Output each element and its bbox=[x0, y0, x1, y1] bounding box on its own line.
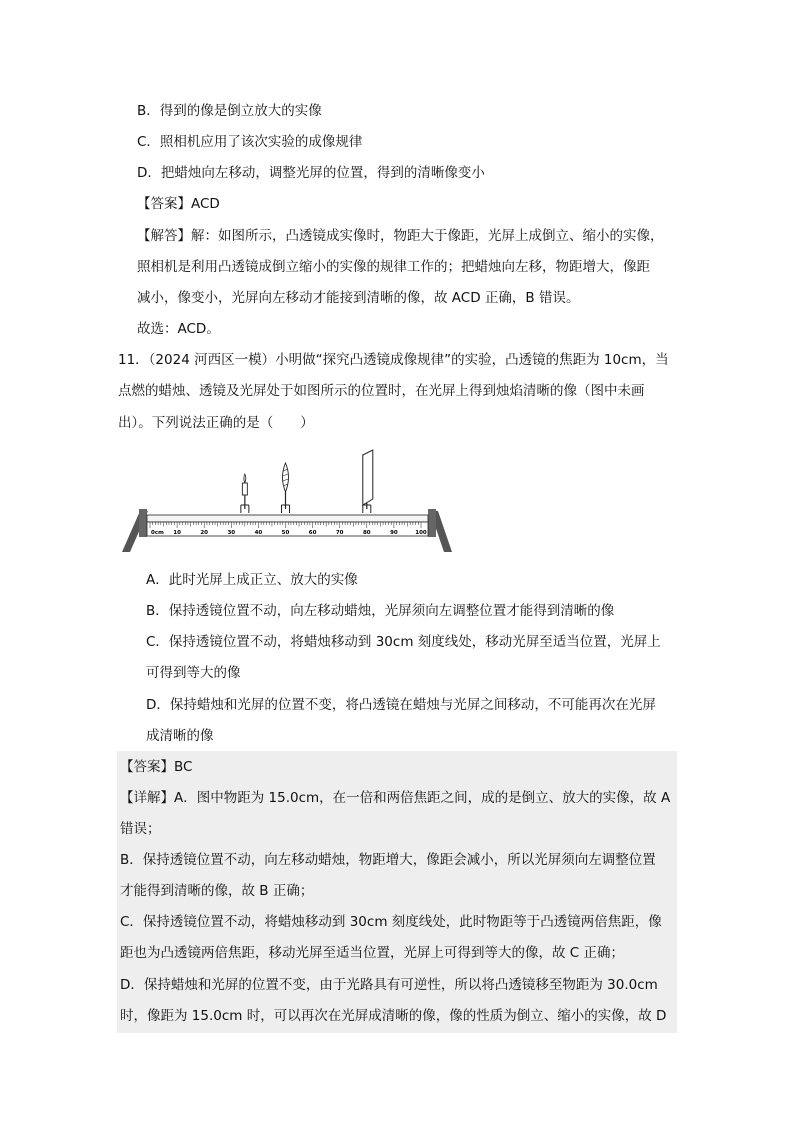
optical-bench-figure bbox=[118, 447, 458, 559]
q11-detail-line-2: 错误； bbox=[120, 821, 161, 837]
candle-body bbox=[242, 483, 247, 495]
q11-option-b: B．保持透镜位置不动，向左移动蜡烛，光屏须向左调整位置才能得到清晰的像 bbox=[146, 603, 615, 619]
q11-detail-line-7: D．保持蜡烛和光屏的位置不变，由于光路具有可逆性，所以将凸透镜移至物距为 30.0cm bbox=[120, 977, 658, 993]
q10-choice: 故选：ACD。 bbox=[137, 321, 220, 337]
q10-option-b: B．得到的像是倒立放大的实像 bbox=[137, 103, 322, 119]
candle-flame bbox=[244, 474, 246, 483]
scale-label: 40 bbox=[254, 530, 263, 536]
q11-option-d-line-2: 成清晰的像 bbox=[146, 728, 214, 744]
q11-detail-line-1: 【详解】A．图中物距为 15.0cm，在一倍和两倍焦距之间，成的是倒立、放大的实像，故 A bbox=[120, 790, 671, 806]
light-screen bbox=[363, 450, 373, 513]
right-end-block bbox=[428, 509, 436, 537]
q10-analysis-line-3: 减小，像变小，光屏向左移动才能接到清晰的像，故 ACD 正确，B 错误。 bbox=[137, 290, 580, 306]
q11-detail-line-3: B．保持透镜位置不动，向左移动蜡烛，物距增大，像距会减小，所以光屏须向左调整位置 bbox=[120, 852, 656, 868]
q10-analysis-line-1: 【解答】解：如图所示，凸透镜成实像时，物距大于像距，光屏上成倒立、缩小的实像， bbox=[137, 228, 664, 244]
q11-detail-line-6: 距也为凸透镜两倍焦距，移动光屏至适当位置，光屏上可得到等大的像，故 C 正确； bbox=[120, 945, 625, 961]
left-end-block bbox=[139, 509, 147, 537]
q10-analysis-line-2: 照相机是利用凸透镜成倒立缩小的实像的规律工作的；把蜡烛向左移，物距增大，像距 bbox=[137, 259, 650, 275]
scale-label: 80 bbox=[362, 530, 371, 536]
q11-stem-line-3: 出）。下列说法正确的是（ ） bbox=[118, 415, 314, 431]
q11-option-c-line-1: C．保持透镜位置不动，将蜡烛移动到 30cm 刻度线处，移动光屏至适当位置，光屏上 bbox=[146, 634, 661, 650]
q10-option-c: C．照相机应用了该次实验的成像规律 bbox=[137, 134, 363, 150]
q10-option-d: D．把蜡烛向左移动，调整光屏的位置，得到的清晰像变小 bbox=[137, 165, 485, 181]
q11-detail-line-5: C．保持透镜位置不动，将蜡烛移动到 30cm 刻度线处，此时物距等于凸透镜两倍焦距，像 bbox=[120, 914, 662, 930]
q11-option-c-line-2: 可得到等大的像 bbox=[146, 665, 241, 681]
scale-label: 10 bbox=[173, 530, 181, 536]
q11-option-d-line-1: D．保持蜡烛和光屏的位置不变，将凸透镜在蜡烛与光屏之间移动，不可能再次在光屏 bbox=[146, 697, 656, 713]
scale-label: 0cm bbox=[151, 530, 164, 536]
convex-lens bbox=[282, 463, 290, 513]
q11-stem-line-2: 点燃的蜡烛、透镜及光屏处于如图所示的位置时，在光屏上得到烛焰清晰的像（图中未画 bbox=[118, 383, 645, 399]
q11-option-a: A．此时光屏上成正立、放大的实像 bbox=[146, 572, 358, 588]
q10-answer: 【答案】ACD bbox=[137, 196, 220, 212]
scale-label: 70 bbox=[335, 530, 344, 536]
candle bbox=[241, 474, 249, 513]
scale-label: 20 bbox=[200, 530, 209, 536]
scale-label: 50 bbox=[281, 530, 290, 536]
scale-label: 100 bbox=[415, 530, 427, 536]
rail-top bbox=[147, 515, 428, 522]
scale-label: 60 bbox=[308, 530, 317, 536]
scale-label: 30 bbox=[227, 530, 236, 536]
q11-detail-line-8: 时，像距为 15.0cm 时，可以再次在光屏成清晰的像，像的性质为倒立、缩小的实像，故 D bbox=[120, 1008, 667, 1024]
q11-detail-line-4: 才能得到清晰的像，故 B 正确； bbox=[120, 883, 314, 899]
q11-stem-line-1: 11．（2024 河西区一模）小明做“探究凸透镜成像规律”的实验，凸透镜的焦距为 10cm，当 bbox=[118, 352, 669, 368]
q11-answer: 【答案】BC bbox=[120, 759, 193, 775]
scale-label: 90 bbox=[390, 530, 398, 536]
